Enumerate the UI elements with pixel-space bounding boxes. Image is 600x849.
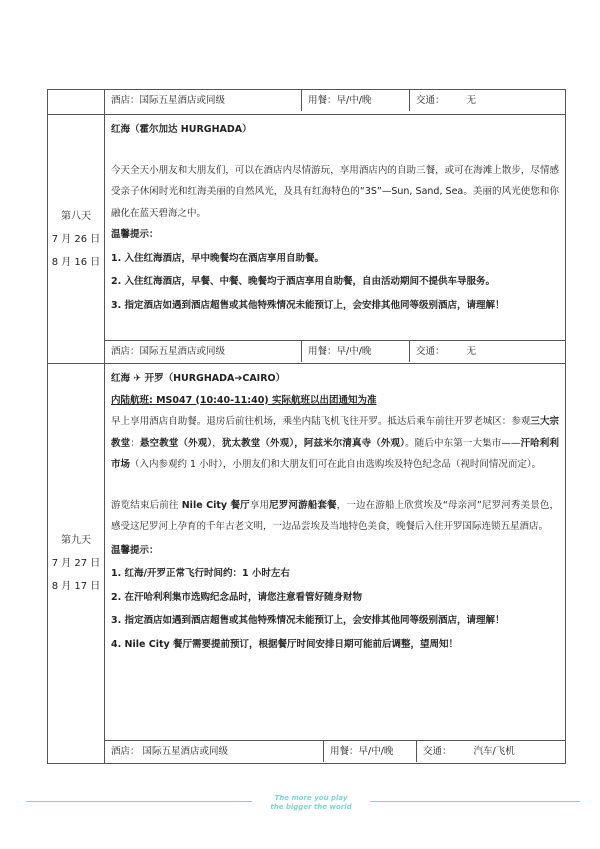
footer-divider-left <box>26 801 252 802</box>
tip-item: 1. 入住红海酒店，早中晚餐均在酒店享用自助餐。 <box>111 252 325 264</box>
day-description-2: 游览结束后前往 Nile City 餐厅享用尼罗河游船套餐，一边在游船上欣赏埃及“母亲河”尼罗河秀美景色，感受这尼罗河上孕育的千年古老文明，一边品尝埃及当地特色美食，晚餐后入住开罗国际连锁五星酒店。 <box>111 499 559 532</box>
tip-item: 4. Nile City 餐厅需要提前预订，根据餐厅时间安排日期可能前后调整，望周知！ <box>111 638 459 650</box>
date-2: 8 月 17 日 <box>51 581 101 592</box>
day-content <box>105 115 565 318</box>
tip-item: 2. 入住红海酒店，早餐、中餐、晚餐均于酒店享用自助餐，自由活动期间不提供车导服务。 <box>111 276 496 287</box>
info-row <box>105 741 565 762</box>
day-cell-empty <box>48 90 105 115</box>
flight-info: 内陆航班: MS047 (10:40-11:40) 实际航班以出团通知为准 <box>111 394 377 406</box>
route-title: 红海（霍尔加达 HURGHADA） <box>111 124 252 135</box>
tip-item: 3. 指定酒店如遇到酒店超售或其他特殊情况未能预订上，会安排其他同等级别酒店，请理解！ <box>111 615 505 626</box>
day-number: 第九天 <box>61 535 91 546</box>
day-content <box>105 364 565 657</box>
transport-info: 交通： 汽车/飞机 <box>423 746 515 757</box>
day-label-cell <box>48 364 105 764</box>
transport-info: 交通： 无 <box>416 346 477 357</box>
info-row <box>105 90 565 111</box>
day-description: 早上享用酒店自助餐。退房后前往机场，乘坐内陆飞机飞往开罗。抵达后乘车前往开罗老城区：参观三大宗教堂：悬空教堂（外观），犹太教堂（外观），阿兹米尔清真寺（外观）。随后中东第一大集市——汗哈利利市场（入内参观约 1 小时），小朋友们和大朋友们可在此自由选购埃及特色纪念品（视时间情况而定）。 <box>111 416 559 470</box>
hotel-info: 酒店：国际五星酒店或同级 <box>105 90 302 111</box>
tip-item: 3. 指定酒店如遇到酒店超售或其他特殊情况未能预订上，会安排其他同等级别酒店，请理解！ <box>111 299 505 311</box>
transport-info: 交通： 无 <box>416 95 477 106</box>
tips-title: 温馨提示： <box>111 544 159 556</box>
hotel-info: 酒店：国际五星酒店或同级 <box>105 341 302 362</box>
day-number: 第八天 <box>61 210 91 222</box>
tips-title: 温馨提示： <box>111 229 159 240</box>
meal-info: 用餐：早/中/晚 <box>302 90 410 111</box>
hotel-info: 酒店： 国际五星酒店或同级 <box>105 741 324 762</box>
info-row <box>105 341 565 362</box>
date-1: 7 月 26 日 <box>51 233 101 245</box>
meal-info: 用餐：早/中/晚 <box>324 741 417 762</box>
tip-item: 1. 红海/开罗正常飞行时间约：1 小时左右 <box>111 568 290 579</box>
day-description: 今天全天小朋友和大朋友们，可以在酒店内尽情游玩，享用酒店内的自助三餐，或可在海滩上散步，尽情感受亲子休闲时光和红海美丽的自然风光，及具有红海特色的“3S”—Sun, Sand, Sea。美丽的风光使您和你融化在蓝天碧海之中。 <box>111 164 559 219</box>
meal-info: 用餐：早/中/晚 <box>302 341 410 362</box>
date-1: 7 月 27 日 <box>51 558 101 569</box>
route-title: 红海 ✈ 开罗（HURGHADA➔CAIRO） <box>111 373 286 384</box>
footer <box>0 790 600 820</box>
itinerary-table <box>47 89 566 764</box>
footer-divider-right <box>370 801 580 802</box>
day-label-cell <box>48 115 105 364</box>
tip-item: 2. 在汗哈利利集市选购纪念品时，请您注意看管好随身财物 <box>111 591 363 603</box>
date-2: 8 月 16 日 <box>51 256 101 268</box>
footer-slogan: The more you play the bigger the world <box>270 794 352 811</box>
